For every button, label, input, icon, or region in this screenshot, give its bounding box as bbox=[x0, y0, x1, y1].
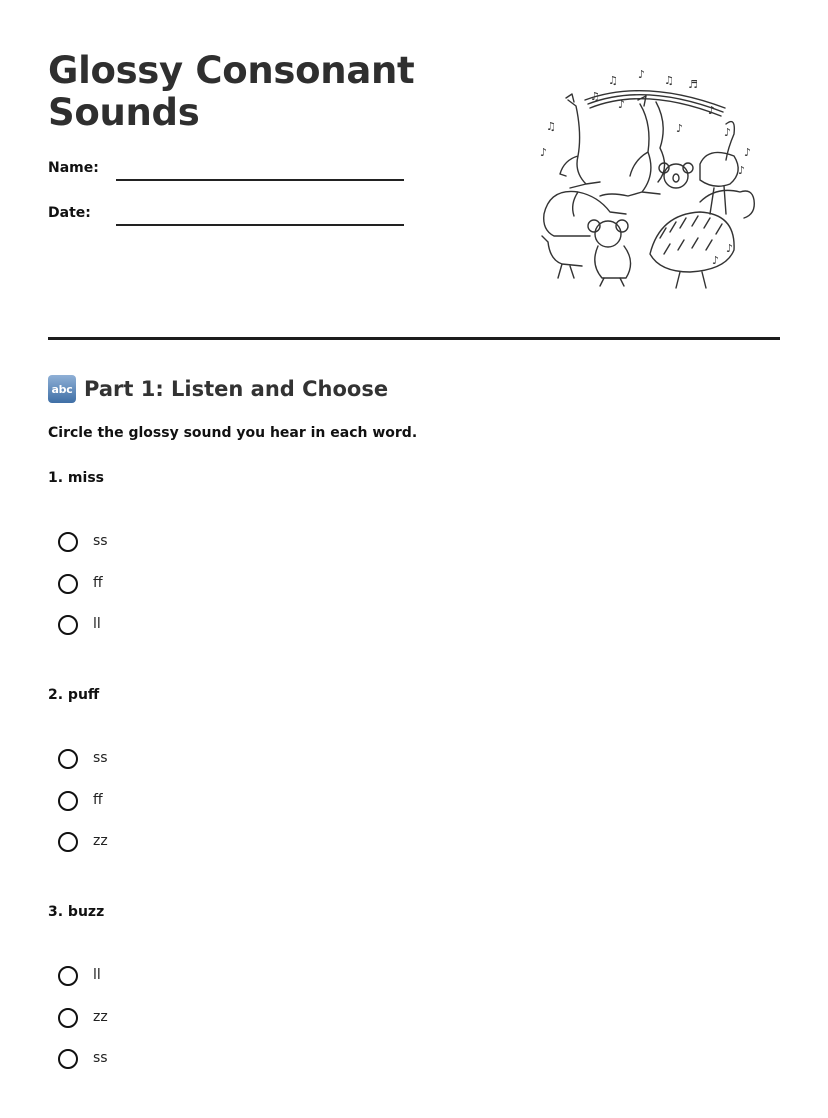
question-label: 3. buzz bbox=[48, 904, 105, 920]
singing-animals-illustration bbox=[530, 64, 760, 294]
option-label: ss bbox=[93, 750, 108, 766]
section-divider bbox=[48, 337, 780, 340]
radio-circle[interactable] bbox=[58, 791, 78, 811]
part1-instructions: Circle the glossy sound you hear in each word. bbox=[48, 425, 418, 441]
question-3 bbox=[48, 902, 448, 1091]
question-label: 1. miss bbox=[48, 470, 104, 486]
radio-circle[interactable] bbox=[58, 615, 78, 635]
svg-text:♪: ♪ bbox=[744, 146, 752, 159]
name-field[interactable] bbox=[48, 160, 408, 190]
svg-text:♪: ♪ bbox=[708, 104, 716, 117]
svg-text:♪: ♪ bbox=[724, 126, 732, 139]
svg-text:♪: ♪ bbox=[618, 98, 626, 111]
option-label: ss bbox=[93, 533, 108, 549]
svg-text:♫: ♫ bbox=[590, 90, 600, 103]
answer-option[interactable] bbox=[48, 532, 448, 574]
svg-text:♬: ♬ bbox=[688, 78, 698, 91]
answer-option[interactable] bbox=[48, 791, 448, 833]
answer-option[interactable] bbox=[48, 1008, 448, 1050]
part1-header bbox=[48, 374, 388, 404]
name-label: Name: bbox=[48, 160, 99, 176]
svg-text:♪: ♪ bbox=[676, 122, 684, 135]
answer-option[interactable] bbox=[48, 574, 448, 616]
svg-text:♫: ♫ bbox=[664, 74, 674, 87]
option-label: zz bbox=[93, 1008, 108, 1025]
abc-icon: abc bbox=[48, 375, 76, 403]
option-label: ff bbox=[93, 791, 103, 808]
radio-circle[interactable] bbox=[58, 1049, 78, 1069]
radio-circle[interactable] bbox=[58, 966, 78, 986]
name-line[interactable] bbox=[116, 179, 404, 181]
answer-option[interactable] bbox=[48, 1049, 448, 1091]
option-label: zz bbox=[93, 833, 108, 849]
question-label: 2. puff bbox=[48, 687, 100, 703]
radio-circle[interactable] bbox=[58, 1008, 78, 1028]
answer-option[interactable] bbox=[48, 966, 448, 1008]
option-label: ss bbox=[93, 1050, 108, 1066]
svg-text:♪: ♪ bbox=[638, 68, 646, 81]
svg-text:♪: ♪ bbox=[540, 146, 548, 159]
svg-text:♪: ♪ bbox=[712, 254, 720, 267]
option-label: ll bbox=[93, 967, 101, 983]
radio-circle[interactable] bbox=[58, 574, 78, 594]
svg-text:♪: ♪ bbox=[738, 164, 746, 177]
date-label: Date: bbox=[48, 205, 91, 221]
svg-text:♫: ♫ bbox=[546, 120, 556, 133]
answer-option[interactable] bbox=[48, 615, 448, 657]
question-1 bbox=[48, 468, 448, 657]
svg-text:♪: ♪ bbox=[726, 242, 734, 255]
svg-text:♫: ♫ bbox=[608, 74, 618, 87]
radio-circle[interactable] bbox=[58, 749, 78, 769]
worksheet-title: Glossy Consonant Sounds bbox=[48, 49, 415, 134]
question-2 bbox=[48, 685, 448, 874]
radio-circle[interactable] bbox=[58, 832, 78, 852]
answer-option[interactable] bbox=[48, 832, 448, 874]
date-field[interactable] bbox=[48, 205, 408, 235]
answer-option[interactable] bbox=[48, 749, 448, 791]
part1-title: Part 1: Listen and Choose bbox=[84, 377, 389, 401]
radio-circle[interactable] bbox=[58, 532, 78, 552]
date-line[interactable] bbox=[116, 224, 404, 226]
option-label: ll bbox=[93, 616, 101, 632]
option-label: ff bbox=[93, 574, 103, 591]
